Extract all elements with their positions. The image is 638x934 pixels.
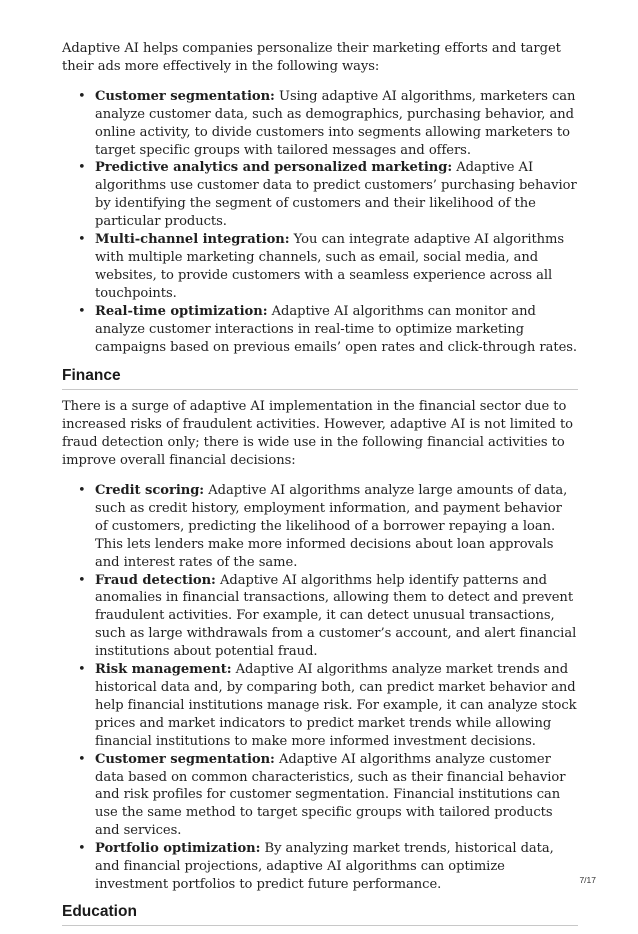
list-item	[62, 159, 578, 231]
list-item-text: You can integrate adaptive AI algorithms with multiple marketing channels, such as email, social media, and websites, to provide customers with a seamless experience across all touchpoints.	[95, 232, 565, 301]
bullet: •	[78, 232, 86, 248]
list-item-term: Risk management:	[95, 662, 232, 678]
list-item-term: Real-time optimization:	[95, 303, 268, 319]
bullet: •	[78, 662, 86, 678]
list-item-term: Customer segmentation:	[95, 88, 275, 104]
list-item-text: Adaptive AI algorithms use customer data to predict customers’ purchasing behavior by identifying the segment of customers and their likelihood of the particular products.	[95, 160, 577, 230]
list-item	[62, 88, 578, 160]
list-item	[62, 482, 578, 572]
marketing-intro: Adaptive AI helps companies personalize their marketing efforts and target their ads more effectively in the following ways:	[62, 41, 561, 74]
list-item	[62, 572, 578, 662]
education-heading-section	[62, 902, 578, 926]
list-item-term: Fraud detection:	[95, 572, 216, 588]
list-item	[62, 661, 578, 751]
document-page	[62, 40, 578, 934]
list-item	[62, 751, 578, 841]
list-item	[62, 840, 578, 894]
list-item-text: By analyzing market trends, historical data, and financial projections, adaptive AI algorithms can optimize investment portfolios to predict future performance.	[95, 841, 554, 892]
list-item-term: Customer segmentation:	[95, 751, 275, 767]
bullet: •	[78, 751, 86, 767]
list-item-term: Multi-channel integration:	[95, 232, 290, 248]
education-heading: Education	[62, 902, 137, 920]
finance-intro: There is a surge of adaptive AI implementation in the financial sector due to increased risks of fraudulent activities. However, adaptive AI is not limited to fraud detection only; there is wide use in the following financial activities to improve overall financial decisions:	[62, 399, 573, 469]
finance-list	[62, 482, 578, 894]
list-item-term: Credit scoring:	[95, 483, 205, 499]
bullet: •	[78, 841, 86, 857]
list-item-text: Adaptive AI algorithms can monitor and analyze customer interactions in real-time to optimize marketing campaigns based on previous emails’ open rates and click-through rates.	[95, 303, 578, 355]
list-item-text: Adaptive AI algorithms help identify patterns and anomalies in financial transactions, allowing them to detect and prevent fraudulent activities. For example, it can detect unusual transactions, such as large withdrawals from a customer’s account, and alert financial institutions about potential fraud.	[95, 572, 577, 660]
bullet: •	[78, 572, 86, 588]
list-item	[62, 303, 578, 357]
bullet: •	[78, 160, 86, 176]
list-item-text: Adaptive AI algorithms analyze large amounts of data, such as credit history, employment information, and payment behavior of customers, predicting the likelihood of a borrower repaying a loan. This lets lenders make more informed decisions about loan approvals and interest rates of the same.	[95, 483, 568, 570]
list-item-text: Adaptive AI algorithms analyze market trends and historical data and, by comparing both, can predict market behavior and help financial institutions manage risk. For example, it can analyze stock prices and market indicators to predict market trends while allowing financial institutions to make more informed investment decisions.	[95, 662, 577, 749]
list-item-text: Using adaptive AI algorithms, marketers can analyze customer data, such as demographics, purchasing behavior, and online activity, to divide customers into segments allowing marketers to target specific groups with tailored messages and offers.	[95, 88, 576, 158]
bullet: •	[78, 88, 86, 104]
list-item-text: Adaptive AI algorithms analyze customer data based on common characteristics, such as their financial behavior and risk profiles for customer segmentation. Financial institutions can use the same method to target specific groups with tailored products and services.	[95, 751, 566, 839]
finance-heading: Finance	[62, 367, 121, 385]
list-item-term: Portfolio optimization:	[95, 841, 261, 857]
page-number: 7/17	[579, 875, 596, 885]
bullet: •	[78, 483, 86, 499]
bullet: •	[78, 303, 86, 319]
list-item-term: Predictive analytics and personalized marketing:	[95, 160, 453, 176]
marketing-list	[62, 88, 578, 357]
list-item	[62, 231, 578, 303]
finance-heading-section	[62, 366, 578, 390]
